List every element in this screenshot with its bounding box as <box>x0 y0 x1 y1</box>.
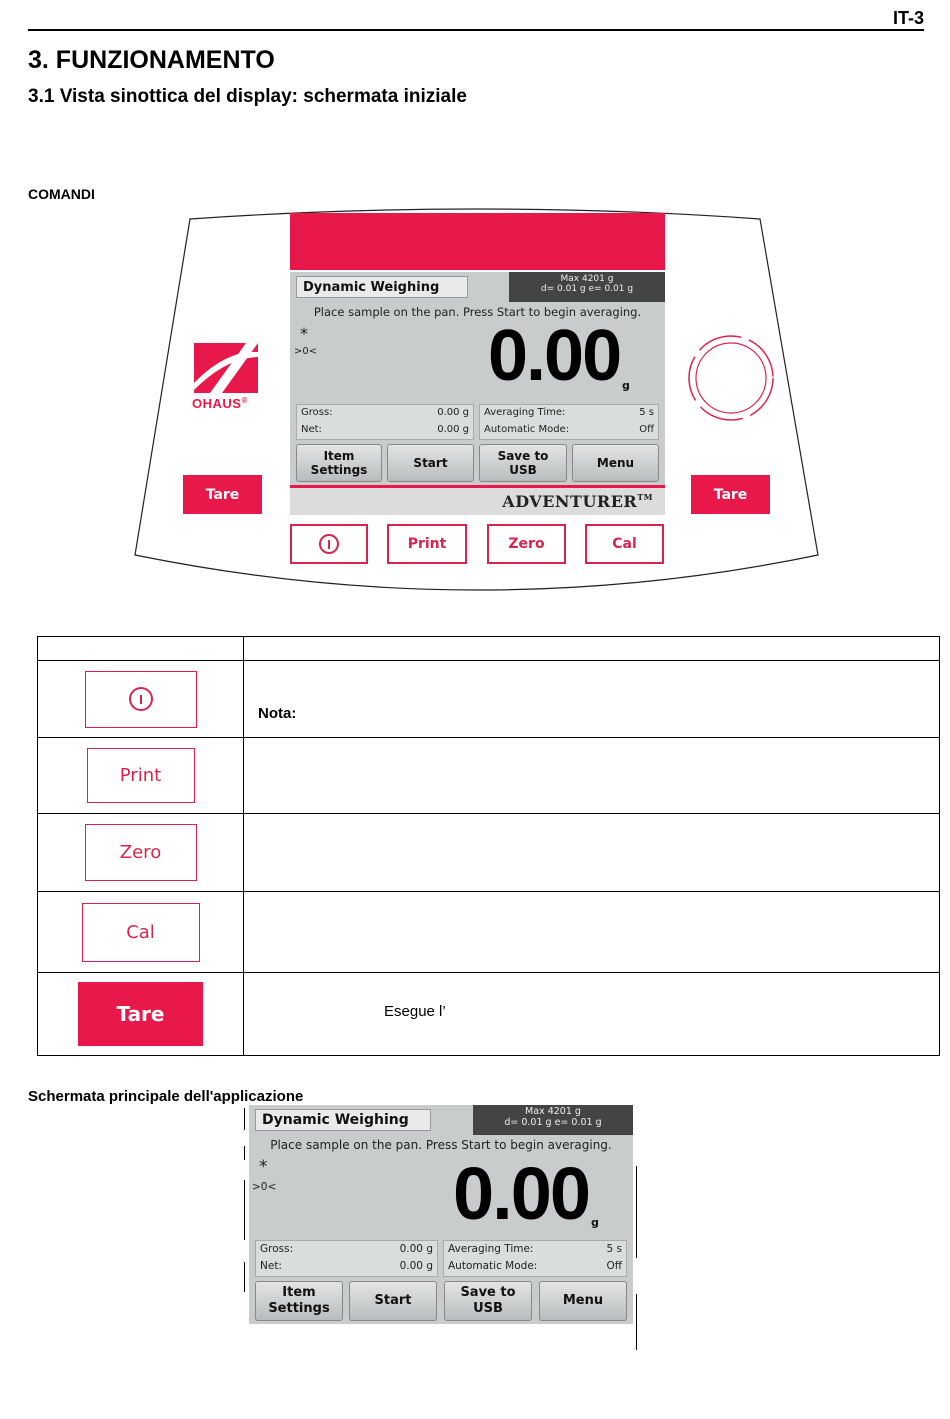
power-icon <box>129 687 153 711</box>
item-settings-label-1: Item <box>282 1285 316 1301</box>
table-power-key <box>85 671 197 728</box>
note-label: Nota: <box>258 705 297 722</box>
auto-mode-label: Automatic Mode: <box>484 424 570 435</box>
item-settings-label-1: Item <box>323 448 355 463</box>
averaging-value: 5 s <box>639 407 654 418</box>
table-cal-key: Cal <box>82 903 200 962</box>
menu-button[interactable]: Menu <box>539 1281 627 1321</box>
app-title[interactable]: Dynamic Weighing <box>296 276 468 298</box>
stable-symbol: * <box>300 324 308 343</box>
save-usb-label-2: USB <box>509 463 537 477</box>
capacity-text: Max 4201 g <box>525 1106 581 1117</box>
callout-line <box>636 1294 637 1350</box>
callout-line <box>244 1146 245 1160</box>
start-button[interactable]: Start <box>387 444 474 482</box>
weight-reading: 0.00 <box>453 1152 590 1235</box>
auto-mode-label: Automatic Mode: <box>448 1260 538 1272</box>
section-title: 3. FUNZIONAMENTO <box>28 46 275 74</box>
table-row <box>38 973 940 1056</box>
save-usb-label-1: Save to <box>497 448 549 463</box>
cal-button[interactable]: Cal <box>585 524 664 564</box>
model-mark: TM <box>637 492 653 502</box>
display-top-band <box>290 213 665 270</box>
controls-heading: COMANDI <box>28 186 95 202</box>
callout-line <box>244 1108 245 1130</box>
table-tare-key: Tare <box>78 982 203 1046</box>
right-tare-button[interactable]: Tare <box>691 475 770 514</box>
gross-net-box <box>255 1240 438 1277</box>
item-settings-label-2: Settings <box>310 463 368 477</box>
table-row <box>38 892 940 973</box>
averaging-box <box>443 1240 627 1277</box>
instruction-text: Place sample on the pan. Press Start to begin averaging. <box>313 305 642 319</box>
save-usb-label-1: Save to <box>460 1285 516 1301</box>
tare-description: Esegue l’ <box>384 1003 446 1020</box>
gross-value: 0.00 g <box>399 1243 433 1255</box>
ohaus-logo-icon <box>190 340 265 400</box>
table-row <box>38 661 940 738</box>
resolution-text: d= 0.01 g e= 0.01 g <box>540 284 634 295</box>
controls-table <box>37 636 940 1056</box>
averaging-box <box>479 404 659 440</box>
auto-mode-value: Off <box>606 1260 622 1272</box>
subsection-title: 3.1 Vista sinottica del display: schermata iniziale <box>28 86 467 107</box>
item-settings-label-2: Settings <box>268 1301 330 1316</box>
net-value: 0.00 g <box>399 1260 433 1272</box>
table-zero-key: Zero <box>85 824 197 881</box>
table-print-key: Print <box>87 748 195 803</box>
instruction-text: Place sample on the pan. Press Start to begin averaging. <box>270 1138 612 1152</box>
main-app-screen <box>249 1105 633 1324</box>
start-button[interactable]: Start <box>349 1281 437 1321</box>
auto-mode-value: Off <box>639 424 654 435</box>
capacity-box <box>509 272 665 302</box>
weight-reading: 0.00 <box>488 316 621 396</box>
header-rule <box>28 29 924 31</box>
save-usb-label-2: USB <box>473 1301 503 1316</box>
left-tare-button[interactable]: Tare <box>183 475 262 514</box>
weight-unit: g <box>622 379 630 392</box>
print-button[interactable]: Print <box>387 524 467 564</box>
gross-label: Gross: <box>301 407 333 418</box>
net-value: 0.00 g <box>437 424 469 435</box>
gross-net-box <box>296 404 474 440</box>
stable-symbol: * <box>259 1157 268 1177</box>
callout-line <box>636 1166 637 1258</box>
table-row <box>38 814 940 892</box>
model-strip <box>290 485 665 515</box>
menu-button[interactable]: Menu <box>572 444 659 482</box>
zero-symbol: >0< <box>294 346 318 357</box>
capacity-box <box>473 1105 633 1135</box>
callout-line <box>244 1180 245 1240</box>
page-number: IT-3 <box>892 8 924 28</box>
main-screen-heading: Schermata principale dell'applicazione <box>28 1088 304 1105</box>
ohaus-logo <box>190 340 265 415</box>
table-header-row <box>38 637 940 661</box>
save-usb-button[interactable] <box>444 1281 532 1321</box>
gross-label: Gross: <box>260 1243 294 1255</box>
averaging-label: Averaging Time: <box>448 1243 534 1255</box>
table-header-desc <box>244 637 940 661</box>
power-button[interactable] <box>290 524 368 564</box>
capacity-text: Max 4201 g <box>560 274 614 284</box>
net-label: Net: <box>301 424 322 435</box>
power-icon <box>319 534 339 554</box>
brand-mark: ® <box>241 396 248 405</box>
item-settings-button[interactable] <box>255 1281 343 1321</box>
table-header-key <box>38 637 244 661</box>
brand-name: OHAUS <box>192 396 242 411</box>
averaging-value: 5 s <box>606 1243 622 1255</box>
device-lcd-screen <box>290 272 665 485</box>
net-label: Net: <box>260 1260 282 1272</box>
weight-unit: g <box>591 1216 599 1229</box>
zero-symbol: >0< <box>252 1181 277 1193</box>
item-settings-button[interactable] <box>296 444 382 482</box>
gross-value: 0.00 g <box>437 407 469 418</box>
table-row <box>38 738 940 814</box>
app-title[interactable]: Dynamic Weighing <box>255 1109 431 1131</box>
callout-line <box>244 1262 245 1292</box>
averaging-label: Averaging Time: <box>484 407 566 418</box>
resolution-text: d= 0.01 g e= 0.01 g <box>504 1116 602 1128</box>
leveling-knob-icon[interactable] <box>686 333 776 423</box>
model-name: ADVENTURER <box>502 492 638 511</box>
save-usb-button[interactable] <box>479 444 567 482</box>
zero-button[interactable]: Zero <box>487 524 566 564</box>
